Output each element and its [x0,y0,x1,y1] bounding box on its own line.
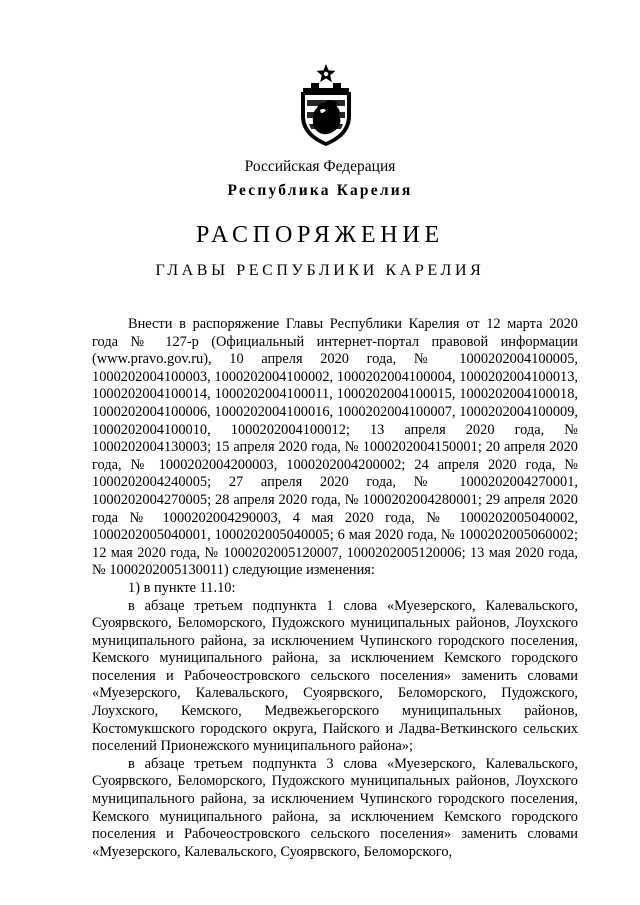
document-author: ГЛАВЫ РЕСПУБЛИКИ КАРЕЛИЯ [155,262,485,279]
coat-of-arms-icon [295,62,357,148]
document-type: РАСПОРЯЖЕНИЕ [195,222,445,248]
body-paragraph: 1) в пункте 11.10: [128,579,236,596]
body-paragraph: в абзаце третьем подпункта 3 слова «Муезерского, Калевальского, Суоярвского, Беломорского, Пудожского муниципальных районов, Лоухского муниципального района, за исключением Чупинского городского поселения, Кемского муниципального района, за исключением Кемского городского поселения и Рабочеостровского сельского поселения» заменить словами «Муезерского, Калевальского, Суоярвского, Беломорского, [92,755,578,860]
document-body [92,316,578,861]
body-paragraph: Внести в распоряжение Главы Республики Карелия от 12 марта 2020 года № 127-р (Официальный интернет-портал правовой информации (www.pravo.gov.ru), 10 апреля 2020 года, № 1000202004100005, 1000202004100003, 1000202004100002, 1000202004100004, 1000202004100013, 1000202004100014, 1000202004100011, 1000202004100015, 1000202004100018, 1000202004100006, 1000202004100016, 1000202004100007, 1000202004100009, 1000202004100010, 1000202004100012; 13 апреля 2020 года, № 1000202004130003; 15 апреля 2020 года, № 1000202004150001; 20 апреля 2020 года, № 1000202004200003, 1000202004200002; 24 апреля 2020 года, № 1000202004240005; 27 апреля 2020 года, № 1000202004270001, 1000202004270005; 28 апреля 2020 года, № 1000202004280001; 29 апреля 2020 года № 1000202004290003, 4 мая 2020 года, № 1000202005040002, 1000202005040001, 1000202005040005; 6 мая 2020 года, № 1000202005060002; 12 мая 2020 года, № 1000202005120007, 1000202005120006; 13 мая 2020 года, № 1000202005130011) следующие изменения: [92,316,578,579]
body-paragraph: в абзаце третьем подпункта 1 слова «Муезерского, Калевальского, Суоярвского, Беломорского, Пудожского муниципальных районов, Лоухского муниципального района, за исключением Чупинского городского поселения, Кемского муниципального района, за исключением Кемского городского поселения и Рабочеостровского сельского поселения» заменить словами «Муезерского, Калевальского, Суоярвского, Беломорского, Пудожского, Лоухского, Кемского, Медвежьегорского муниципальных районов, Костомукшского городского округа, Пайского и Ладва-Веткинского сельских поселений Прионежского муниципального района»; [92,597,578,755]
republic-name: Республика Карелия [227,182,413,199]
country-name: Российская Федерация [244,158,396,175]
